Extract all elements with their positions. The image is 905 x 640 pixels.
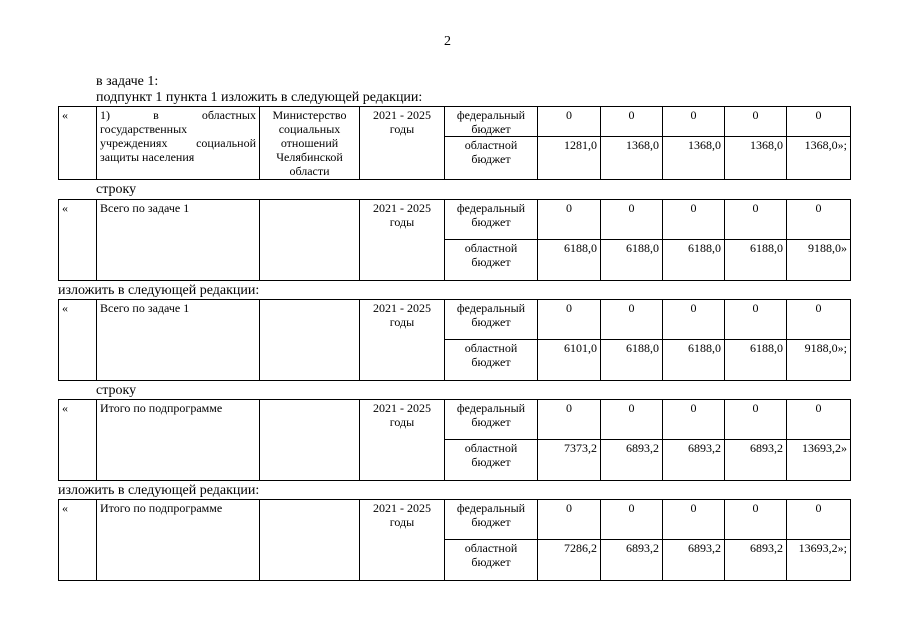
value-cell: 6188,0	[601, 240, 663, 281]
value-cell: 9188,0»	[787, 240, 851, 281]
value-cell: 6188,0	[663, 240, 725, 281]
budget-regional: областной бюджет	[445, 440, 538, 481]
value-cell: 7373,2	[538, 440, 601, 481]
value-cell: 0	[538, 200, 601, 240]
row-name: Всего по задаче 1	[97, 200, 260, 281]
value-cell: 6893,2	[663, 440, 725, 481]
value-cell: 0	[538, 107, 601, 137]
value-cell: 0	[725, 500, 787, 540]
row-name: Итого по подпрограмме	[97, 500, 260, 581]
value-cell: 0	[725, 200, 787, 240]
subitem-name: 1) в областных государственных учреждениях социальной защиты населения	[97, 107, 260, 180]
value-cell: 0	[725, 107, 787, 137]
period-cell: 2021 - 2025 годы	[360, 107, 445, 180]
value-cell: 0	[601, 200, 663, 240]
opening-quote: «	[59, 400, 97, 481]
label-row-1: строку	[96, 182, 137, 197]
budget-regional: областной бюджет	[445, 340, 538, 381]
ministry-cell: Министерство социальных отношений Челябинской области	[260, 107, 360, 180]
value-cell: 0	[538, 400, 601, 440]
row-name: Итого по подпрограмме	[97, 400, 260, 481]
value-cell: 0	[725, 300, 787, 340]
value-cell: 0	[787, 400, 851, 440]
value-cell: 0	[601, 107, 663, 137]
budget-regional: областной бюджет	[445, 540, 538, 581]
period-cell: 2021 - 2025 годы	[360, 500, 445, 581]
period-cell: 2021 - 2025 годы	[360, 200, 445, 281]
budget-federal: федеральный бюджет	[445, 400, 538, 440]
period-cell: 2021 - 2025 годы	[360, 400, 445, 481]
value-cell: 1281,0	[538, 137, 601, 180]
value-cell: 6188,0	[663, 340, 725, 381]
budget-federal: федеральный бюджет	[445, 300, 538, 340]
row-name: Всего по задаче 1	[97, 300, 260, 381]
opening-quote: «	[59, 107, 97, 180]
opening-quote: «	[59, 500, 97, 581]
value-cell: 9188,0»;	[787, 340, 851, 381]
intro-line-2: подпункт 1 пункта 1 изложить в следующей редакции:	[96, 90, 423, 105]
table-subprogram-old	[58, 399, 851, 481]
value-cell: 6893,2	[601, 540, 663, 581]
budget-federal: федеральный бюджет	[445, 500, 538, 540]
value-cell: 0	[787, 300, 851, 340]
value-cell: 6188,0	[725, 240, 787, 281]
value-cell: 6893,2	[725, 440, 787, 481]
table-total-task-old	[58, 199, 851, 281]
value-cell: 0	[601, 300, 663, 340]
value-cell: 0	[601, 400, 663, 440]
empty-cell	[260, 400, 360, 481]
opening-quote: «	[59, 300, 97, 381]
budget-federal: федеральный бюджет	[445, 107, 538, 137]
period-cell: 2021 - 2025 годы	[360, 300, 445, 381]
budget-regional: областной бюджет	[445, 240, 538, 281]
value-cell: 0	[725, 400, 787, 440]
budget-regional: областной бюджет	[445, 137, 538, 180]
opening-quote: «	[59, 200, 97, 281]
value-cell: 0	[663, 400, 725, 440]
value-cell: 6101,0	[538, 340, 601, 381]
value-cell: 0	[663, 200, 725, 240]
value-cell: 6188,0	[601, 340, 663, 381]
empty-cell	[260, 300, 360, 381]
value-cell: 6188,0	[538, 240, 601, 281]
value-cell: 6893,2	[725, 540, 787, 581]
value-cell: 13693,2»;	[787, 540, 851, 581]
empty-cell	[260, 200, 360, 281]
table-total-task-new	[58, 299, 851, 381]
label-edit-1: изложить в следующей редакции:	[58, 283, 260, 298]
page-number: 2	[444, 34, 451, 49]
label-row-2: строку	[96, 383, 137, 398]
value-cell: 7286,2	[538, 540, 601, 581]
budget-federal: федеральный бюджет	[445, 200, 538, 240]
value-cell: 0	[538, 500, 601, 540]
value-cell: 0	[663, 107, 725, 137]
table-subitem-1	[58, 106, 851, 180]
value-cell: 1368,0	[601, 137, 663, 180]
value-cell: 6893,2	[663, 540, 725, 581]
value-cell: 1368,0	[663, 137, 725, 180]
value-cell: 0	[787, 500, 851, 540]
value-cell: 6893,2	[601, 440, 663, 481]
value-cell: 0	[663, 300, 725, 340]
table-subprogram-new	[58, 499, 851, 581]
value-cell: 13693,2»	[787, 440, 851, 481]
value-cell: 0	[538, 300, 601, 340]
value-cell: 1368,0	[725, 137, 787, 180]
label-edit-2: изложить в следующей редакции:	[58, 483, 260, 498]
value-cell: 6188,0	[725, 340, 787, 381]
value-cell: 0	[787, 107, 851, 137]
value-cell: 1368,0»;	[787, 137, 851, 180]
value-cell: 0	[787, 200, 851, 240]
value-cell: 0	[663, 500, 725, 540]
value-cell: 0	[601, 500, 663, 540]
empty-cell	[260, 500, 360, 581]
intro-line-1: в задаче 1:	[96, 74, 159, 89]
